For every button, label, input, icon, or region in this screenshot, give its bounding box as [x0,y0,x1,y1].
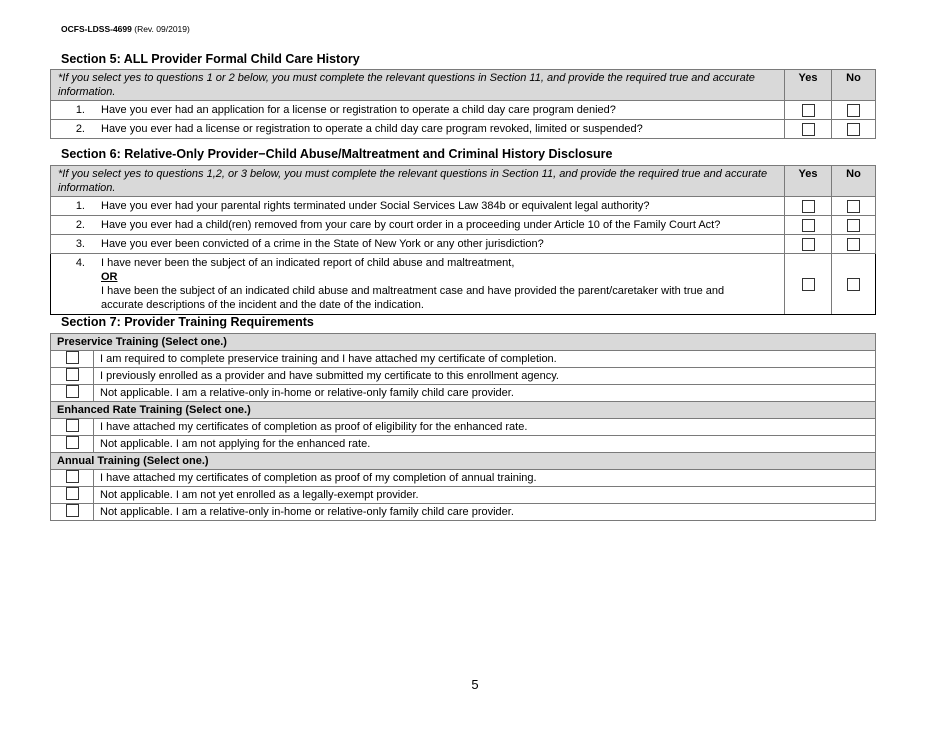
option-checkbox[interactable] [66,504,79,517]
section5-title: Section 5: ALL Provider Formal Child Care History [61,52,360,66]
question-row [51,101,876,120]
q4-line1: I have never been the subject of an indicated report of child abuse and maltreatment, [101,257,515,269]
training-group-header [51,453,876,470]
yes-header: Yes [785,70,832,101]
option-checkbox[interactable] [66,470,79,483]
section5-table [50,69,876,139]
training-option [51,368,876,385]
no-checkbox[interactable] [847,238,860,251]
training-group-header [51,402,876,419]
question-number: 4. [75,257,85,269]
section6-title: Section 6: Relative-Only Provider−Child Abuse/Maltreatment and Criminal History Disclosure [61,147,613,161]
training-group-header [51,334,876,351]
question-number: 1. [75,104,85,116]
training-option [51,504,876,521]
question-row [51,197,876,216]
question-text: Have you ever been convicted of a crime in the State of New York or any other jurisdiction? [101,238,544,250]
question-text: Have you ever had a license or registration to operate a child day care program revoked, limited or suspended? [101,123,643,135]
yes-header: Yes [785,166,832,197]
no-header: No [832,70,876,101]
section6-note: *If you select yes to questions 1,2, or 3 below, you must complete the relevant questions in Section 11, and provide the required true and accurate information. [51,166,785,197]
question-text: Have you ever had a child(ren) removed from your care by court order in a proceeding under Article 10 of the Family Court Act? [101,219,721,231]
question-number: 1. [75,200,85,212]
section6-table [50,165,876,315]
option-text: I previously enrolled as a provider and have submitted my certificate to this enrollment agency. [94,368,876,385]
q4-line2: I have been the subject of an indicated child abuse and maltreatment case and have provided the parent/caretaker with true and accurate descriptions of the incident and the date of the indication. [101,285,725,311]
option-text: Not applicable. I am a relative-only in-home or relative-only family child care provider. [94,504,876,521]
form-revision: (Rev. 09/2019) [134,24,190,34]
yes-checkbox[interactable] [802,238,815,251]
training-option [51,470,876,487]
page-number: 5 [471,677,479,692]
question-number: 2. [75,219,85,231]
training-option [51,487,876,504]
option-text: I have attached my certificates of completion as proof of eligibility for the enhanced rate. [94,419,876,436]
option-checkbox[interactable] [66,351,79,364]
yes-checkbox[interactable] [802,278,815,291]
enhanced-header: Enhanced Rate Training (Select one.) [51,402,876,419]
option-checkbox[interactable] [66,436,79,449]
question-text: Have you ever had an application for a license or registration to operate a child day care program denied? [101,104,616,116]
question-row [51,216,876,235]
option-text: I am required to complete preservice training and I have attached my certificate of completion. [94,351,876,368]
yes-checkbox[interactable] [802,200,815,213]
annual-header: Annual Training (Select one.) [51,453,876,470]
question-row [51,235,876,254]
yes-checkbox[interactable] [802,219,815,232]
q4-or: OR [101,271,118,283]
option-checkbox[interactable] [66,385,79,398]
section7-table [50,333,876,521]
no-checkbox[interactable] [847,123,860,136]
form-code: OCFS-LDSS-4699 [61,24,132,34]
yes-checkbox[interactable] [802,104,815,117]
question-row [51,120,876,139]
option-checkbox[interactable] [66,487,79,500]
form-id [61,24,190,34]
no-header: No [832,166,876,197]
training-option [51,351,876,368]
option-text: Not applicable. I am not applying for the enhanced rate. [94,436,876,453]
section5-note: *If you select yes to questions 1 or 2 below, you must complete the relevant questions in Section 11, and provide the required true and accurate information. [51,70,785,101]
option-text: Not applicable. I am a relative-only in-home or relative-only family child care provider. [94,385,876,402]
preservice-header: Preservice Training (Select one.) [51,334,876,351]
option-checkbox[interactable] [66,368,79,381]
question-row [51,254,876,315]
training-option [51,436,876,453]
no-checkbox[interactable] [847,104,860,117]
option-checkbox[interactable] [66,419,79,432]
section7-title: Section 7: Provider Training Requirements [61,315,314,329]
training-option [51,419,876,436]
question-text: Have you ever had your parental rights terminated under Social Services Law 384b or equivalent legal authority? [101,200,650,212]
no-checkbox[interactable] [847,278,860,291]
option-text: I have attached my certificates of completion as proof of my completion of annual training. [94,470,876,487]
no-checkbox[interactable] [847,219,860,232]
option-text: Not applicable. I am not yet enrolled as a legally-exempt provider. [94,487,876,504]
training-option [51,385,876,402]
question-number: 2. [75,123,85,135]
yes-checkbox[interactable] [802,123,815,136]
no-checkbox[interactable] [847,200,860,213]
question-number: 3. [75,238,85,250]
